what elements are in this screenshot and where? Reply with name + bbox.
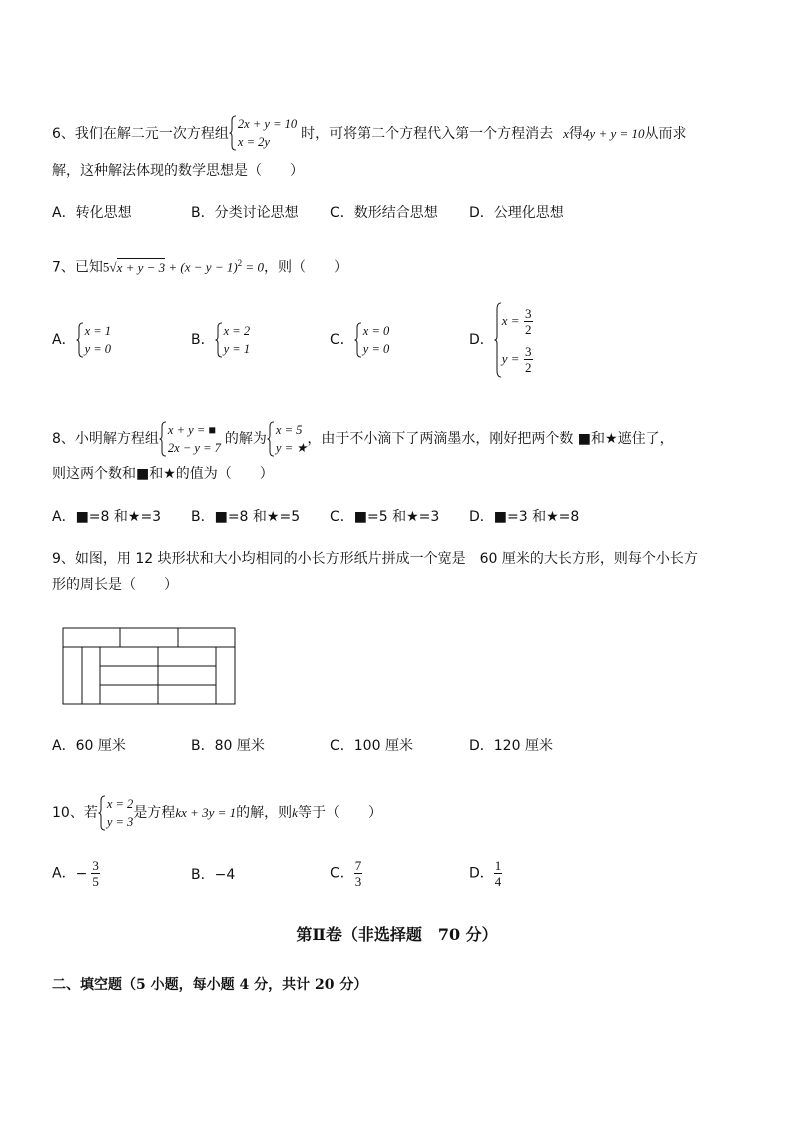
q7-prefix: 7、已知 <box>52 259 103 276</box>
q10-mid2: 的解，则 <box>236 805 293 821</box>
q10-a-label: A． <box>52 865 76 882</box>
q7-option-b[interactable] <box>191 322 250 358</box>
q10-option-b[interactable] <box>191 865 235 885</box>
q10-suffix: 等于（ ） <box>297 805 382 821</box>
q7-d-y-den: 2 <box>525 359 532 375</box>
q8-option-b[interactable]: B．■=8 和★=5 <box>191 509 301 525</box>
q9-rectangle-figure <box>62 627 237 707</box>
q7-d-system <box>494 302 533 378</box>
q10-k: k <box>292 805 298 820</box>
q7-a-system <box>76 322 111 358</box>
q6-var: x <box>563 126 569 141</box>
q6-line1 <box>52 116 687 152</box>
q8-eq1: x + y = ■ <box>167 423 216 437</box>
q10-eq: kx + 3y = 1 <box>175 805 237 820</box>
q10-d-den: 4 <box>494 874 502 889</box>
q6-option-d[interactable]: D．公理化思想 <box>469 205 564 221</box>
q7-suffix: ，则（ ） <box>263 259 348 276</box>
q7-line1 <box>52 253 348 278</box>
q8-eq2: 2x − y = 7 <box>167 441 221 455</box>
q8-option-c[interactable]: C．■=5 和★=3 <box>330 509 440 525</box>
q10-c-frac <box>354 858 363 889</box>
q10-a-sign: − <box>75 865 88 882</box>
q8-suffix: ，由于不小滴下了两滴墨水，刚好把两个数 ■和★遮住了， <box>307 431 674 447</box>
q7-option-d[interactable] <box>469 302 533 378</box>
q6-option-c[interactable]: C．数形结合思想 <box>330 205 438 221</box>
q7-c-row1: x = 0 <box>362 324 390 338</box>
q7-c-label: C． <box>330 332 354 348</box>
q6-mid: 时，可将第二个方程代入第一个方程消去 <box>301 126 554 142</box>
q6-eq2: x = 2y <box>237 135 270 149</box>
q7-eq0: = 0 <box>242 259 264 275</box>
q10-d-frac <box>494 858 503 889</box>
q7-d-label: D． <box>469 332 494 348</box>
q8-line1 <box>52 421 674 457</box>
q10-option-d[interactable] <box>469 858 502 889</box>
q7-option-a[interactable] <box>52 322 111 358</box>
q8-sol1: x = 5 <box>275 423 303 437</box>
q9-option-d[interactable]: D．120 厘米 <box>469 738 553 754</box>
q10-c-num: 7 <box>354 858 362 873</box>
q7-d-xeq: x = <box>501 313 520 328</box>
q9-option-c[interactable]: C．100 厘米 <box>330 738 413 754</box>
q6-system <box>229 115 297 151</box>
q10-system <box>98 795 133 831</box>
q9-line2 <box>52 575 178 595</box>
q7-d-yeq: y = <box>501 351 520 366</box>
q6-option-a[interactable]: A．转化思想 <box>52 205 132 221</box>
q10-d-num: 1 <box>494 858 502 873</box>
q6-suffix: 从而求 <box>644 126 687 142</box>
q10-prefix: 10、若 <box>52 805 98 821</box>
q7-b-label: B． <box>191 332 215 348</box>
q7-a-label: A． <box>52 332 76 348</box>
q10-b-value: −4 <box>214 867 236 883</box>
q10-c-den: 3 <box>354 874 362 889</box>
q10-a-num: 3 <box>92 858 99 873</box>
q7-c-system <box>354 322 389 358</box>
q6-line2 <box>52 161 304 181</box>
q7-plus: + (x − y − 1) <box>165 259 238 275</box>
q8-option-a[interactable]: A．■=8 和★=3 <box>52 509 162 525</box>
q10-mid: 是方程 <box>133 805 176 821</box>
q7-d-y-frac <box>524 344 533 375</box>
q8-prefix: 8、小明解方程组 <box>52 431 159 447</box>
q10-eq1: x = 2 <box>106 797 134 811</box>
q10-line1 <box>52 795 382 831</box>
q7-b-row2: y = 1 <box>223 342 251 356</box>
q7-a-row1: x = 1 <box>84 324 112 338</box>
q8-line2-text: 则这两个数和■和★的值为（ ） <box>52 466 274 482</box>
q7-option-c[interactable] <box>330 322 389 358</box>
q7-c-row2: y = 0 <box>362 342 390 356</box>
q9-line1 <box>52 549 698 569</box>
q6-de: 得 <box>568 126 583 142</box>
q8-line2 <box>52 464 274 484</box>
q8-mid: 的解为 <box>224 431 267 447</box>
q9-option-a[interactable]: A．60 厘米 <box>52 738 126 754</box>
q6-prefix: 6、我们在解二元一次方程组 <box>52 126 229 142</box>
q7-d-x-frac <box>524 306 533 337</box>
q6-line2-text: 解，这种解法体现的数学思想是（ ） <box>52 163 304 179</box>
q10-option-a[interactable] <box>52 858 100 889</box>
section-title: 第Ⅱ卷（非选择题 70 分） <box>296 925 498 944</box>
q9-option-b[interactable]: B．80 厘米 <box>191 738 265 754</box>
q7-b-row1: x = 2 <box>223 324 251 338</box>
q10-option-c[interactable] <box>330 858 362 889</box>
q8-solution <box>267 421 307 457</box>
q7-radicand: x + y − 3 <box>116 259 166 275</box>
q6-option-b[interactable]: B．分类讨论思想 <box>191 205 299 221</box>
q6-eq: 4y + y = 10 <box>582 126 645 141</box>
q9-line2-text: 形的周长是（ ） <box>52 577 178 593</box>
q7-d-y-num: 3 <box>525 343 532 359</box>
q10-b-label: B． <box>191 867 215 883</box>
q7-a-row2: y = 0 <box>84 342 112 356</box>
q9-line1-text: 9、如图，用 12 块形状和大小均相同的小长方形纸片拼成一个宽是 60 厘米的大长方形，则每个小长方 <box>52 551 698 567</box>
sqrt-icon: √ <box>109 259 117 275</box>
q7-d-x-num: 3 <box>525 305 532 321</box>
q7-d-x-den: 2 <box>525 321 532 337</box>
q8-sol2: y = ★ <box>275 441 308 455</box>
q8-system <box>159 421 221 457</box>
q10-a-den: 5 <box>92 874 99 889</box>
q10-a-frac <box>91 858 100 889</box>
q10-d-label: D． <box>469 865 494 882</box>
q6-eq1: 2x + y = 10 <box>237 117 298 131</box>
q10-eq2: y = 3 <box>106 815 134 829</box>
q8-option-d[interactable]: D．■=3 和★=8 <box>469 509 580 525</box>
q7-coef: 5 <box>102 259 110 275</box>
q7-exp: 2 <box>237 258 243 268</box>
q7-b-system <box>215 322 250 358</box>
q10-c-label: C． <box>330 865 354 882</box>
section-subheading: 二、填空题（5 小题，每小题 4 分，共计 20 分） <box>52 977 368 993</box>
